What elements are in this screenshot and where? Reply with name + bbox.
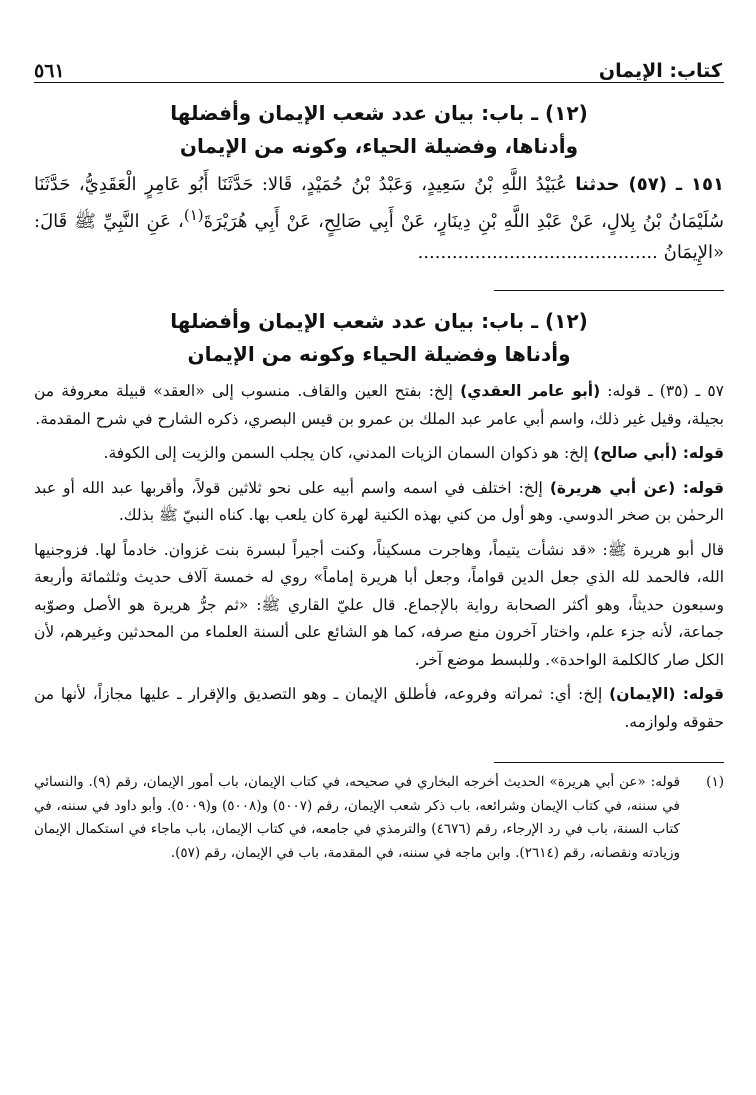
footnote — [34, 771, 724, 865]
paragraph-lead: ٥٧ ـ (٣٥) ـ قوله: — [600, 382, 724, 400]
hadith-lead: ١٥١ ـ (٥٧) حدثنا — [575, 174, 724, 195]
paragraph-keyword: (أبو عامر العقدي) — [460, 382, 601, 400]
commentary-heading-line2: وأدناها وفضيلة الحياء وكونه من الإيمان — [187, 342, 571, 366]
paragraph-lead: قوله: — [675, 478, 724, 497]
footnote-text: قوله: «عن أبي هريرة» الحديث أخرجه البخاري في صحيحه، في كتاب الإيمان، باب أمور الإيمان، رقم (٩). والنسائي في سننه، في كتاب الإيمان وشرائعه، باب ذكر شعب الإيمان، رقم (٥٠٠٧) و(٥٠٠٨) و(٥٠٠٩). وأبو داود في سننه، في كتاب السنة، باب في رد الإرجاء، رقم (٤٦٧٦) والترمذي في جامعه، في كتاب الإيمان، باب ماجاء في استكمال الإيمان وزيادته ونقصانه، رقم (٢٦١٤). وابن ماجه في سننه، في المقدمة، باب في الإيمان، رقم (٥٧). — [34, 774, 680, 861]
chapter-heading-line2: وأدناها، وفضيلة الحياء، وكونه من الإيمان — [179, 134, 579, 158]
commentary-paragraph — [34, 378, 724, 433]
running-header — [34, 52, 724, 83]
paragraph-keyword: (عن أبي هريرة) — [549, 478, 676, 497]
commentary-heading — [34, 305, 724, 371]
book-page — [34, 52, 724, 865]
paragraph-text: إلخ: اختلف في اسمه واسم أبيه على نحو ثلاثين قولاً، وأقربها عبد الله أو عبد الرحمٰن بن صخر الدوسي. وهو أول من كني بهذه الكنية لهرة كان يلعب بها. كناه النبيّ ﷺ بذلك. — [34, 478, 724, 524]
chapter-heading — [34, 97, 724, 163]
paragraph-text: إلخ: أي: ثمراته وفروعه، فأطلق الإيمان ـ وهو التصديق والإقرار ـ عليها مجازاً، لأنها من حقوقه ولوازمه. — [34, 685, 724, 731]
hadith-tail: ، عَنِ النَّبِيِّ ﷺ قَالَ: «الإِيمَانُ .......................................... — [34, 211, 724, 263]
paragraph-text: قال أبو هريرة ﷺ: «قد نشأت يتيماً، وهاجرت مسكيناً، وكنت أجيراً لبسرة بنت غزوان. خادماً لها. فزوجنيها الله، فالحمد لله الذي جعل الدين قواماً، وجعل أبا هريرة إماماً» روي له خمسة آلاف حديث وثلثمائة وأربعة وسبعون حديثاً، وهو أكثر الصحابة رواية بالإجماع. قال عليّ القاري ﷺ: «ثم جرُّ هريرة هو الأصل وصوّبه جماعة، لأنه جزء علم، واختار آخرون منع صرفه، كما هو الشائع على ألسنة العلماء من المحدثين وغيرهم، لأن الكل صار كالكلمة الواحدة». وللبسط موضع آخر. — [34, 540, 724, 669]
book-title: كتاب: الإيمان — [598, 60, 722, 82]
hadith-body: عُبَيْدُ اللَّهِ بْنُ سَعِيدٍ، وَعَبْدُ بْنُ حُمَيْدٍ، قَالا: حَدَّثَنَا أَبُو عَامِرٍ الْعَقَدِيُّ، حَدَّثَنَا سُلَيْمَانُ بْنُ بِلالٍ، عَنْ عَبْدِ اللَّهِ بْنِ دِينَارٍ، عَنْ أَبِي صَالِحٍ، عَنْ أَبِي هُرَيْرَةَ — [34, 174, 725, 232]
footnote-number: (١) — [706, 774, 724, 790]
commentary-paragraph — [34, 537, 724, 675]
paragraph-lead: قوله: — [677, 444, 724, 462]
paragraph-text: إلخ: بفتح العين والقاف. منسوب إلى «العقد» قبيلة معروفة من بجيلة، وقيل غير ذلك، واسم أبي عامر عبد الملك بن عمرو بن قيس البصري، ذكره الشارح في شرح المقدمة. — [34, 382, 724, 428]
commentary-paragraph — [34, 440, 724, 468]
paragraph-text: إلخ: هو ذكوان السمان الزيات المدني، كان يجلب السمن والزيت إلى الكوفة. — [103, 444, 594, 462]
footnote-divider — [494, 762, 724, 763]
hadith-text — [34, 169, 724, 268]
commentary-heading-line1: (١٢) ـ باب: بيان عدد شعب الإيمان وأفضلها — [170, 309, 588, 333]
paragraph-keyword: (الإيمان) — [609, 685, 676, 703]
section-divider — [494, 290, 724, 291]
page-number: ٥٦١ — [34, 60, 65, 82]
footnote-reference[interactable]: (١) — [183, 206, 204, 224]
paragraph-lead: قوله: — [675, 685, 725, 703]
commentary-paragraph — [34, 475, 724, 530]
chapter-heading-line1: (١٢) ـ باب: بيان عدد شعب الإيمان وأفضلها — [170, 101, 588, 125]
paragraph-keyword: (أبي صالح) — [593, 444, 678, 462]
commentary-paragraph — [34, 681, 724, 736]
